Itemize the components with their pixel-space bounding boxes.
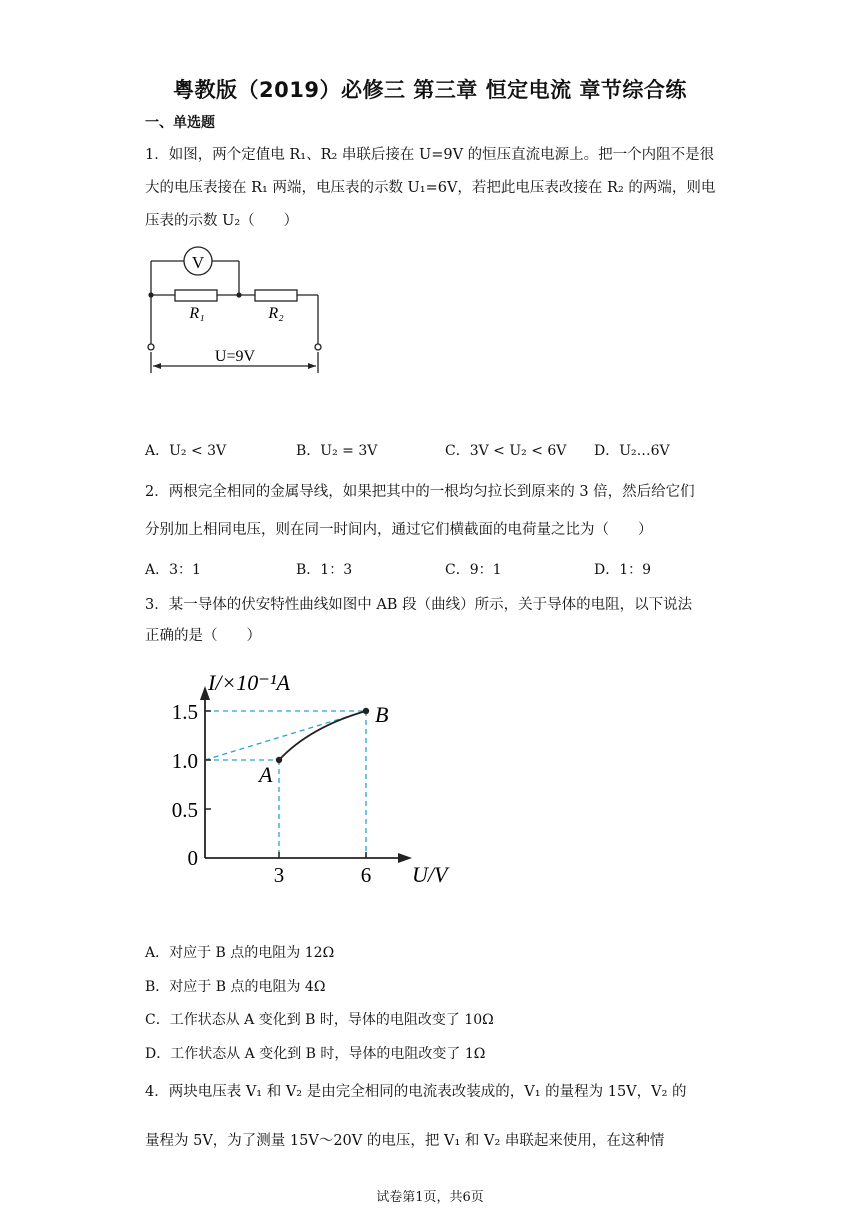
q3-option-a: A．对应于 B 点的电阻为 12Ω [145,945,335,961]
section-heading: 一、单选题 [145,115,215,131]
q1-line-1: 1．如图，两个定值电 R₁、R₂ 串联后接在 U=9V 的恒压直流电源上。把一个内阻不是很 [145,147,715,163]
y-tick-1-5: 1.5 [171,700,198,724]
y-tick-0-5: 0.5 [171,798,198,822]
q1-option-b: B．U₂ = 3V [296,443,378,459]
r2-label: R₂ [268,305,284,322]
q1-option-c: C．3V < U₂ < 6V [445,443,567,459]
point-a-label: A [259,762,273,787]
y-tick-0: 0 [187,846,198,870]
y-tick-1-0: 1.0 [171,749,198,773]
q2-option-d: D．1：9 [594,562,652,578]
q1-line-2: 大的电压表接在 R₁ 两端，电压表的示数 U₁=6V，若把此电压表改接在 R₂ 的两端，则电 [145,180,716,196]
q2-option-a: A．3：1 [145,562,201,578]
q3-option-c: C．工作状态从 A 变化到 B 时，导体的电阻改变了 10Ω [145,1012,494,1028]
page-footer: 试卷第1页，共6页 [376,1190,484,1205]
resistor-r1-icon [175,290,217,301]
q2-option-b: B．1：3 [296,562,353,578]
q2-line-1: 2．两根完全相同的金属导线，如果把其中的一根均匀拉长到原来的 3 倍，然后给它们 [145,484,695,500]
x-tick-3: 3 [273,863,285,887]
y-axis-label: I/×10⁻¹A [208,670,290,695]
source-voltage-label: U=9V [214,348,256,365]
q3-line-1: 3．某一导体的伏安特性曲线如图中 AB 段（曲线）所示，关于导体的电阻，以下说法 [145,597,693,613]
q3-iv-graph [160,660,480,900]
q1-line-3: 压表的示数 U₂（ ） [145,213,299,229]
point-a-marker [276,757,282,763]
point-b-marker [363,708,369,714]
q1-option-a: A．U₂ < 3V [145,443,227,459]
page-title: 粤教版（2019）必修三 第三章 恒定电流 章节综合练 [173,78,687,102]
curve-ab [279,711,366,760]
q2-line-2: 分别加上相同电压，则在同一时间内，通过它们横截面的电荷量之比为（ ） [145,522,653,538]
r1-label: R₁ [189,305,205,322]
point-b-label: B [375,702,389,727]
q1-option-d: D．U₂…6V [594,443,670,459]
voltmeter-label: V [191,253,205,272]
q2-option-c: C．9：1 [445,562,502,578]
q3-option-b: B．对应于 B 点的电阻为 4Ω [145,979,326,995]
q4-line-2: 量程为 5V，为了测量 15V～20V 的电压，把 V₁ 和 V₂ 串联起来使用，在这种情 [145,1133,665,1149]
q4-line-1: 4．两块电压表 V₁ 和 V₂ 是由完全相同的电流表改装成的，V₁ 的量程为 15V，V₂ 的 [145,1084,687,1100]
q3-option-d: D．工作状态从 A 变化到 B 时，导体的电阻改变了 1Ω [145,1046,486,1062]
resistor-r2-icon [255,290,297,301]
x-tick-6: 6 [360,863,372,887]
x-axis-label: U/V [412,862,448,887]
q1-circuit-diagram [140,240,340,380]
q3-line-2: 正确的是（ ） [145,628,261,644]
